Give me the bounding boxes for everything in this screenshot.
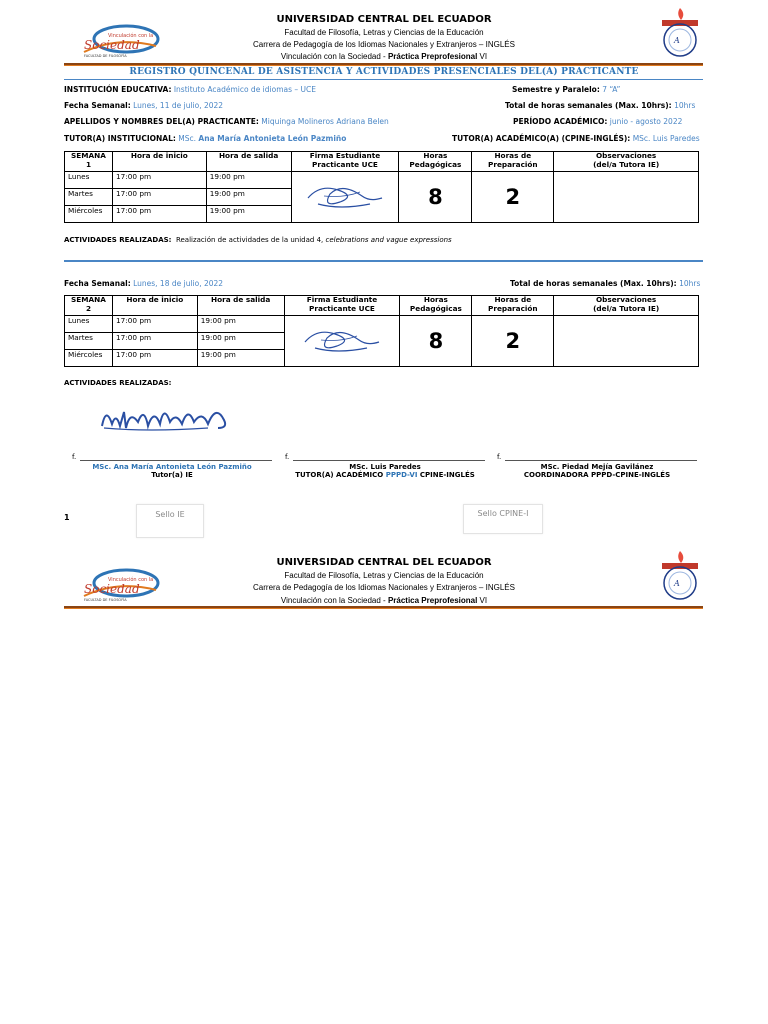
program-line: Vinculación con la Sociedad - Práctica Preprofesional VI	[280, 52, 488, 61]
col-week: SEMANA 1	[65, 152, 113, 172]
day-cell: Lunes	[65, 316, 113, 333]
start-cell: 17:00 pm	[112, 189, 206, 206]
seal-ie: Sello IE	[136, 504, 204, 538]
page-number: 1	[64, 513, 70, 522]
day-cell: Miércoles	[65, 350, 113, 367]
week-date-row: Fecha Semanal: Lunes, 11 de julio, 2022	[64, 101, 224, 110]
day-cell: Martes	[65, 189, 113, 206]
logo-text-3: FACULTAD DE FILOSOFÍA	[84, 598, 127, 602]
start-cell: 17:00 pm	[112, 333, 197, 350]
col-observations: Observaciones (del/a Tutora IE)	[554, 296, 699, 316]
start-cell: 17:00 pm	[112, 316, 197, 333]
activities-week1: ACTIVIDADES REALIZADAS: Realización de actividades de la unidad 4, celebrations and vague expressions	[64, 236, 452, 244]
end-cell: 19:00 pm	[206, 206, 291, 223]
logo-text-1: Vinculación con la	[108, 577, 154, 583]
header-divider-accent	[64, 65, 703, 66]
period-row: PERÍODO ACADÉMICO: junio - agosto 2022	[513, 117, 683, 126]
signer-role-3: COORDINADORA PPPD-CPINE-INGLÉS	[523, 471, 671, 479]
form-title: REGISTRO QUINCENAL DE ASISTENCIA Y ACTIVIDADES PRESENCIALES DEL(A) PRACTICANTE	[129, 67, 639, 77]
observations-cell	[554, 172, 699, 223]
faculty-line: Facultad de Filosofía, Letras y Ciencias de la Educación	[284, 28, 484, 37]
signature-block-2: f. MSc. Luis Paredes TUTOR(A) ACADÉMICO PPPD-VI CPINE-INGLÉS	[285, 453, 485, 479]
week-divider	[64, 260, 703, 262]
faculty-line-2: Facultad de Filosofía, Letras y Ciencias de la Educación	[284, 571, 484, 580]
career-line-2: Carrera de Pedagogía de los Idiomas Nacionales y Extranjeros – INGLÉS	[253, 583, 515, 592]
week2-total-hours-row: Total de horas semanales (Max. 10hrs): 10hrs	[510, 279, 701, 288]
col-signature: Firma Estudiante Practicante UCE	[291, 152, 399, 172]
program-line-2: Vinculación con la Sociedad - Práctica Preprofesional VI	[280, 596, 488, 605]
start-cell: 17:00 pm	[112, 172, 206, 189]
start-cell: 17:00 pm	[112, 206, 206, 223]
semester-row: Semestre y Paralelo: 7 “A”	[512, 85, 621, 94]
activities-week2: ACTIVIDADES REALIZADAS:	[64, 379, 172, 387]
ped-hours-value: 8	[399, 172, 472, 223]
logo-text-2: Sociedad	[84, 38, 140, 52]
end-cell: 19:00 pm	[197, 316, 284, 333]
col-ped-hours: Horas Pedagógicas	[399, 152, 472, 172]
signer-role-1: Tutor(a) IE	[151, 471, 193, 479]
col-prep-hours: Horas de Preparación	[472, 152, 554, 172]
career-line: Carrera de Pedagogía de los Idiomas Nacionales y Extranjeros – INGLÉS	[253, 40, 515, 49]
col-observations: Observaciones (del/a Tutora IE)	[554, 152, 699, 172]
table-header-row	[65, 152, 699, 172]
observations-cell	[554, 316, 699, 367]
header-divider-accent-2	[64, 608, 703, 609]
day-cell: Lunes	[65, 172, 113, 189]
day-cell: Miércoles	[65, 206, 113, 223]
student-row: APELLIDOS Y NOMBRES DEL(A) PRACTICANTE: Miquinga Molineros Adriana Belen	[64, 117, 389, 126]
col-start: Hora de inicio	[112, 152, 206, 172]
prep-hours-value: 2	[472, 172, 554, 223]
signer-role-2: TUTOR(A) ACADÉMICO PPPD-VI CPINE-INGLÉS	[295, 471, 475, 479]
signature-block-3: f. MSc. Piedad Mejía Gavilánez COORDINADORA PPPD-CPINE-INGLÉS	[497, 453, 697, 479]
signature-cell	[284, 316, 400, 367]
prep-hours-value: 2	[472, 316, 554, 367]
week2-date-row: Fecha Semanal: Lunes, 18 de julio, 2022	[64, 279, 224, 288]
acad-tutor-row: TUTOR(A) ACADÉMICO(A) (CPINE-INGLÉS): MSc. Luis Paredes	[452, 134, 700, 143]
end-cell: 19:00 pm	[197, 333, 284, 350]
col-prep-hours: Horas de Preparación	[472, 296, 554, 316]
tutor-signature-icon	[98, 398, 233, 438]
end-cell: 19:00 pm	[206, 172, 291, 189]
university-title: UNIVERSIDAD CENTRAL DEL ECUADOR	[276, 14, 492, 25]
col-end: Hora de salida	[206, 152, 291, 172]
col-start: Hora de inicio	[112, 296, 197, 316]
logo-text-2: Sociedad	[84, 582, 140, 596]
total-hours-row: Total de horas semanales (Max. 10hrs): 10hrs	[505, 101, 696, 110]
col-end: Hora de salida	[197, 296, 284, 316]
attendance-table-week2	[64, 295, 699, 367]
student-signature-icon	[300, 176, 390, 216]
university-title-2: UNIVERSIDAD CENTRAL DEL ECUADOR	[276, 557, 492, 568]
table-header-row	[65, 296, 699, 316]
ped-hours-value: 8	[400, 316, 472, 367]
student-signature-icon	[297, 320, 387, 360]
svg-text:A: A	[674, 579, 680, 588]
seal-cpine: Sello CPINE-I	[463, 504, 543, 534]
end-cell: 19:00 pm	[197, 350, 284, 367]
signer-name-3: MSc. Piedad Mejía Gavilánez	[540, 463, 654, 471]
signature-cell	[291, 172, 399, 223]
table-row	[65, 172, 699, 189]
col-week: SEMANA 2	[65, 296, 113, 316]
signer-name-2: MSc. Luis Paredes	[349, 463, 421, 471]
inst-tutor-row: TUTOR(A) INSTITUCIONAL: MSc. Ana María Antonieta León Pazmiño	[64, 134, 347, 143]
svg-text:A: A	[674, 36, 680, 45]
institution-row: INSTITUCIÓN EDUCATIVA: Instituto Académico de idiomas – UCE	[64, 85, 316, 94]
logo-text-3: FACULTAD DE FILOSOFÍA	[84, 54, 127, 58]
tutor-signature	[98, 398, 233, 442]
table-row	[65, 316, 699, 333]
end-cell: 19:00 pm	[206, 189, 291, 206]
start-cell: 17:00 pm	[112, 350, 197, 367]
attendance-table-week1	[64, 151, 699, 223]
signature-block-1: f. MSc. Ana María Antonieta León Pazmiño Tutor(a) IE	[72, 453, 272, 479]
col-signature: Firma Estudiante Practicante UCE	[284, 296, 400, 316]
title-underline	[64, 79, 703, 80]
col-ped-hours: Horas Pedagógicas	[400, 296, 472, 316]
signer-name-1: MSc. Ana María Antonieta León Pazmiño	[92, 463, 252, 471]
logo-text-1: Vinculación con la	[108, 33, 154, 39]
day-cell: Martes	[65, 333, 113, 350]
